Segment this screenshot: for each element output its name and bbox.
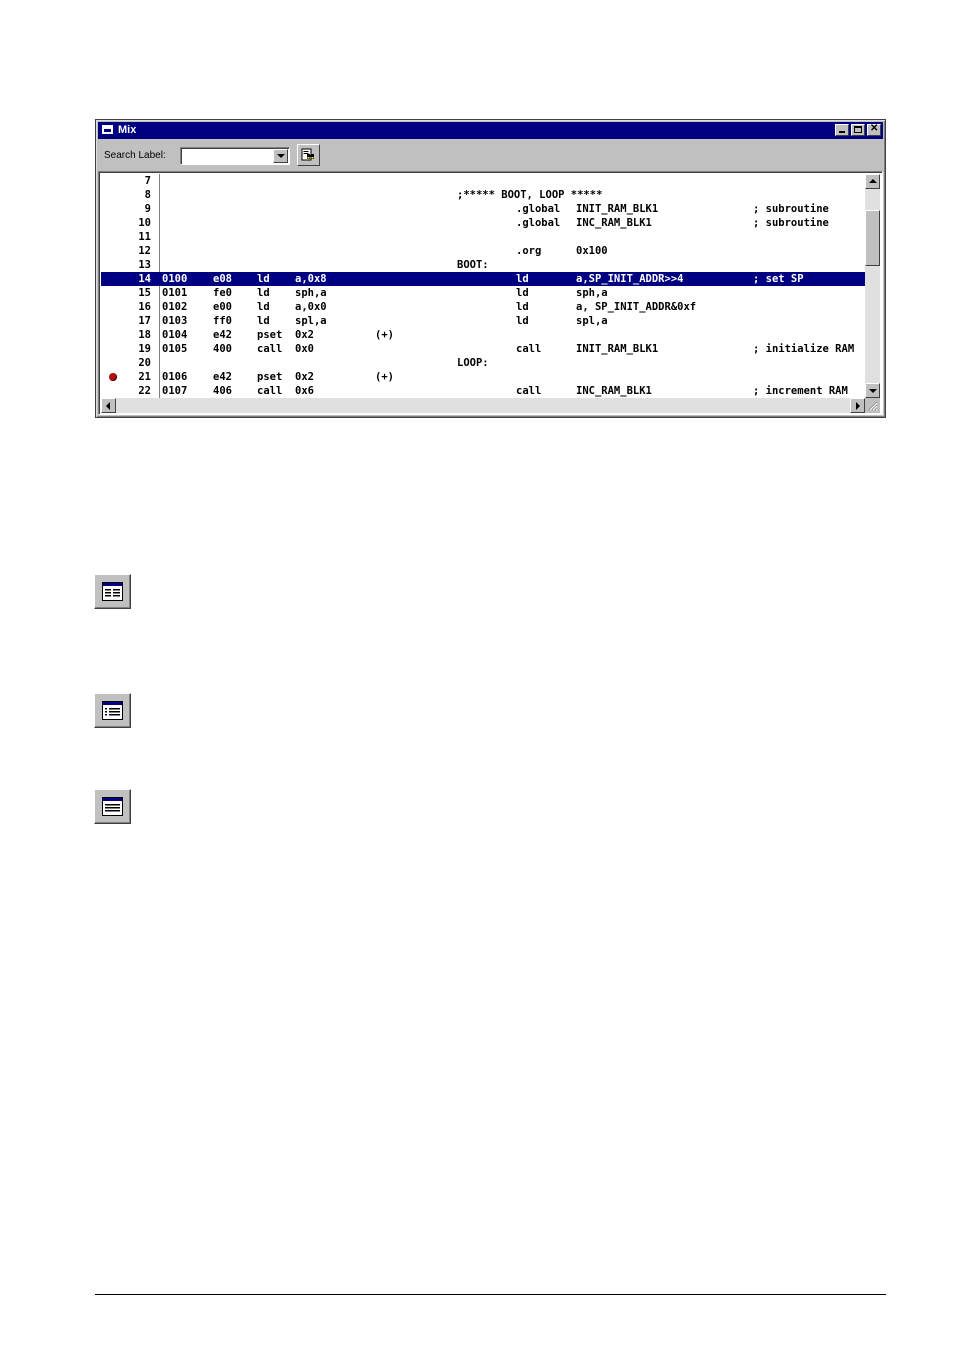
machine-code: fe0 [213,287,232,299]
scroll-right-button[interactable] [850,398,865,413]
mix-window [95,119,886,418]
operand: 0x2 [295,329,314,341]
machine-code: e42 [213,329,232,341]
source-operand: spl,a [576,315,608,327]
search-label-combobox[interactable] [180,147,290,165]
machine-code: 406 [213,385,232,397]
line-number: 17 [138,315,151,327]
close-button[interactable] [867,124,881,136]
line-number: 19 [138,343,151,355]
comment: ; initialize RAM [753,343,855,355]
line-number: 14 [138,273,151,285]
code-row[interactable] [101,174,865,188]
source-operand: INIT_RAM_BLK1 [576,203,659,215]
toolbar [98,141,883,169]
horizontal-scrollbar[interactable] [101,398,865,413]
comment: ; increment RAM [753,385,848,397]
window-icon [102,125,113,134]
operand: sph,a [295,287,327,299]
machine-code: e08 [213,273,232,285]
source-operand: a,SP_INIT_ADDR>>4 [576,273,684,285]
operand: 0x2 [295,371,314,383]
code-row[interactable] [101,188,865,202]
code-row[interactable] [101,202,865,216]
mnemonic: pset [257,371,283,383]
line-number: 10 [138,217,151,229]
vertical-scroll-thumb[interactable] [865,210,880,266]
address: 0105 [162,343,188,355]
operand: a,0x0 [295,301,327,313]
footer-rule [95,1294,886,1295]
source-mnemonic: call [516,385,542,397]
code-row[interactable] [101,314,865,328]
source-operand: a, SP_INIT_ADDR&0xf [576,301,697,313]
machine-code: 400 [213,343,232,355]
source-operand: sph,a [576,287,608,299]
code-lines[interactable] [101,174,865,398]
comment: ; set SP [753,273,804,285]
mnemonic: call [257,343,283,355]
line-number: 16 [138,301,151,313]
source-mode-icon [102,701,123,720]
source-mode-button[interactable] [94,693,131,728]
code-row-selected[interactable] [101,272,865,286]
minimize-button[interactable] [835,124,849,136]
scroll-down-button[interactable] [865,383,880,398]
operand: 0x6 [295,385,314,397]
source-mnemonic: ld [516,287,529,299]
resize-grip-icon[interactable] [865,398,880,413]
line-number: 12 [138,245,151,257]
annotation: (+) [375,371,394,383]
mnemonic: pset [257,329,283,341]
window-title: Mix [118,124,137,136]
operand: 0x0 [295,343,314,355]
address: 0103 [162,315,188,327]
comment: ; subroutine [753,217,829,229]
maximize-button[interactable] [851,124,865,136]
source-mnemonic: call [516,343,542,355]
mnemonic: ld [257,315,270,327]
search-label-input[interactable] [183,149,271,163]
title-bar[interactable] [98,122,883,139]
address: 0104 [162,329,188,341]
address: 0101 [162,287,188,299]
line-number: 21 [138,371,151,383]
code-row[interactable] [101,230,865,244]
line-number: 15 [138,287,151,299]
scroll-up-button[interactable] [865,174,880,189]
mix-mode-icon [102,582,123,601]
code-row[interactable] [101,356,865,370]
vertical-scrollbar[interactable] [865,174,880,398]
line-number: 13 [138,259,151,271]
source-operand: INIT_RAM_BLK1 [576,343,659,355]
line-number: 18 [138,329,151,341]
mix-mode-button[interactable] [94,574,131,609]
code-row[interactable] [101,300,865,314]
code-row[interactable] [101,328,865,342]
address: 0106 [162,371,188,383]
line-number: 20 [138,357,151,369]
code-row[interactable] [101,342,865,356]
annotation: (+) [375,329,394,341]
machine-code: ff0 [213,315,232,327]
operand: a,0x8 [295,273,327,285]
code-row[interactable] [101,216,865,230]
source-label: ;***** BOOT, LOOP ***** [457,189,603,201]
mnemonic: ld [257,273,270,285]
line-number: 11 [138,231,151,243]
code-row[interactable] [101,244,865,258]
source-mnemonic: .global [516,217,561,229]
source-mnemonic: ld [516,273,529,285]
code-row[interactable] [101,384,865,398]
mnemonic: ld [257,301,270,313]
machine-code: e00 [213,301,232,313]
source-operand: 0x100 [576,245,608,257]
code-row[interactable] [101,258,865,272]
address: 0102 [162,301,188,313]
mix-code-view[interactable] [98,171,883,415]
disassembly-mode-icon [102,797,123,816]
source-mnemonic: .global [516,203,561,215]
operand: spl,a [295,315,327,327]
comment: ; subroutine [753,203,829,215]
chevron-down-icon[interactable] [273,149,288,163]
source-label: BOOT: [457,259,489,271]
source-mnemonic: ld [516,315,529,327]
address: 0107 [162,385,188,397]
source-operand: INC_RAM_BLK1 [576,217,652,229]
source-label: LOOP: [457,357,489,369]
find-label-button[interactable] [297,144,320,166]
source-operand: INC_RAM_BLK1 [576,385,652,397]
source-mnemonic: ld [516,301,529,313]
find-label-icon [301,148,316,162]
line-number: 9 [144,203,151,215]
line-number: 7 [144,175,151,187]
machine-code: e42 [213,371,232,383]
mnemonic: call [257,385,283,397]
mnemonic: ld [257,287,270,299]
source-mnemonic: .org [516,245,542,257]
line-number: 22 [138,385,151,397]
disassembly-mode-button[interactable] [94,789,131,824]
address: 0100 [162,273,188,285]
code-row[interactable] [101,370,865,384]
search-label: Search Label: [104,150,166,161]
scroll-left-button[interactable] [101,398,116,413]
code-row[interactable] [101,286,865,300]
line-number: 8 [144,189,151,201]
